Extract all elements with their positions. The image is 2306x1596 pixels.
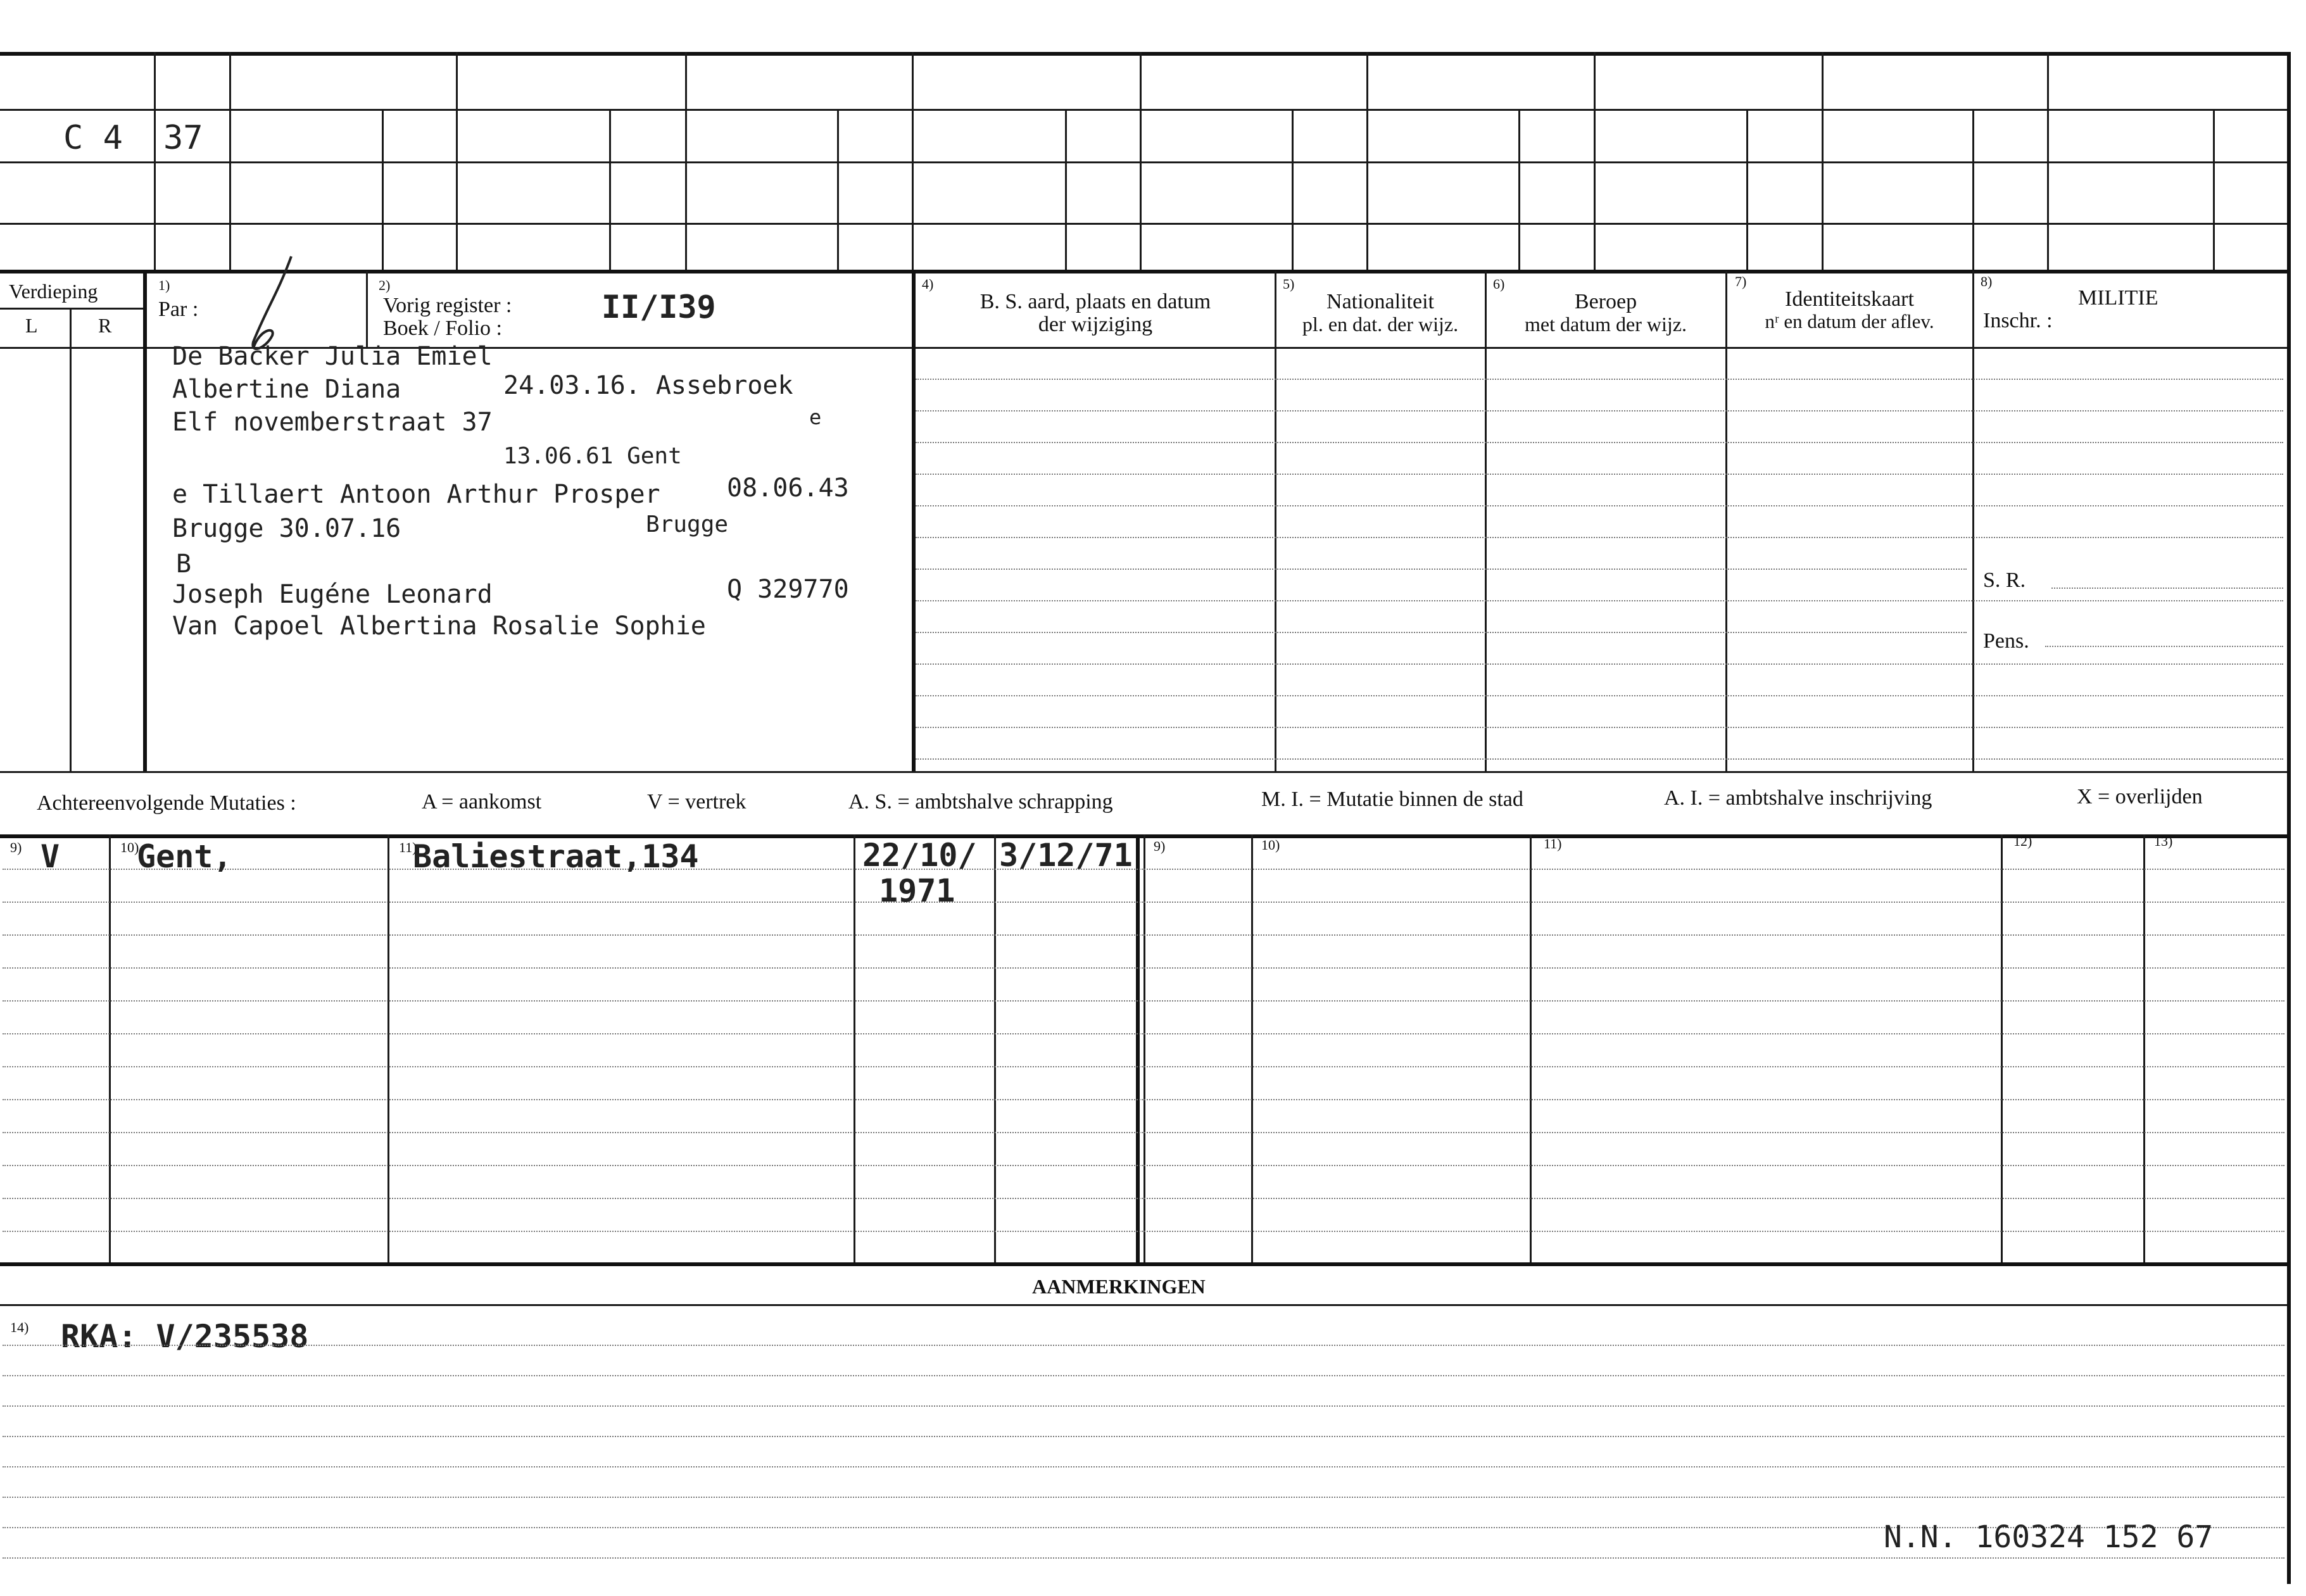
bs-header-line1: B. S. aard, plaats en datum — [980, 290, 1211, 313]
verdieping-label: Verdieping — [9, 280, 98, 303]
mutatie-type: V — [41, 838, 60, 875]
person-line-6b: Brugge — [646, 512, 729, 537]
person-line-6a: Brugge 30.07.16 — [172, 514, 401, 543]
mutatie-city: Gent, — [137, 838, 232, 875]
vorig-register-label: Vorig register : — [383, 294, 512, 317]
nat-number: 5) — [1283, 276, 1295, 292]
mut-col12: 12) — [2013, 833, 2032, 849]
vorig-register-value: II/I39 — [602, 289, 716, 325]
remarks-number: 14) — [10, 1319, 29, 1335]
mut-col11-left: 11) — [399, 839, 417, 855]
ber-header-line1: Beroep — [1574, 290, 1637, 313]
person-line-4: 13.06.61 Gent — [503, 443, 682, 469]
person-line-2a: Albertine Diana — [172, 375, 401, 404]
mut-col10-right: 10) — [1261, 837, 1280, 853]
person-line-8b: Q 329770 — [727, 575, 849, 604]
mutaties-title: Achtereenvolgende Mutaties : — [37, 791, 296, 815]
par-number: 1) — [158, 277, 170, 293]
id-header-line2: nʳ en datum der aflev. — [1765, 310, 1934, 332]
inschr-label: Inschr. : — [1983, 309, 2053, 332]
nat-header-line1: Nationaliteit — [1326, 290, 1434, 313]
mut-col9-left: 9) — [10, 839, 22, 855]
remarks-title: AANMERKINGEN — [1032, 1275, 1206, 1298]
mutatie-date-1b: 1971 — [879, 872, 955, 909]
person-line-1: De Backer Julia Emiel — [172, 342, 493, 371]
vorig-number: 2) — [379, 277, 391, 293]
nn-number: N.N. 160324 152 67 — [1884, 1519, 2214, 1555]
mut-col10-left: 10) — [120, 839, 139, 855]
id-header-line1: Identiteitskaart — [1785, 287, 1914, 311]
nat-header-line2: pl. en dat. der wijz. — [1302, 313, 1459, 336]
mutaties-mi: M. I. = Mutatie binnen de stad — [1261, 788, 1523, 811]
r-label: R — [98, 314, 112, 337]
person-line-2b: 24.03.16. Assebroek — [503, 371, 793, 400]
id-number: 7) — [1735, 273, 1747, 289]
person-line-8a: Joseph Eugéne Leonard — [172, 580, 493, 609]
bs-number: 4) — [922, 276, 934, 292]
mutaties-ai: A. I. = ambtshalve inschrijving — [1664, 786, 1932, 810]
person-line-5a: e Tillaert Antoon Arthur Prosper — [172, 480, 660, 509]
person-line-3b: e — [809, 405, 822, 429]
mut-col11-right: 11) — [1544, 836, 1562, 851]
person-line-9: Van Capoel Albertina Rosalie Sophie — [172, 612, 706, 641]
mutaties-x: X = overlijden — [2077, 785, 2203, 808]
mut-col9-right: 9) — [1154, 838, 1166, 854]
mutaties-a: A = aankomst — [422, 790, 542, 814]
militie-label: MILITIE — [2078, 286, 2158, 310]
remarks-text: RKA: V/235538 — [61, 1318, 309, 1355]
top-code-1: C 4 — [63, 119, 123, 157]
l-label: L — [25, 314, 38, 337]
ber-number: 6) — [1493, 276, 1505, 292]
person-line-7: B — [176, 550, 192, 579]
boek-folio-label: Boek / Folio : — [383, 317, 502, 340]
mutaties-v: V = vertrek — [647, 790, 747, 814]
pens-label: Pens. — [1983, 629, 2029, 653]
bs-header-line2: der wijziging — [1038, 313, 1153, 336]
person-line-5b: 08.06.43 — [727, 474, 849, 503]
mutaties-as: A. S. = ambtshalve schrapping — [848, 790, 1113, 814]
mutatie-date-2: 3/12/71 — [999, 837, 1133, 874]
person-line-3a: Elf novemberstraat 37 — [172, 408, 493, 437]
top-code-2: 37 — [163, 119, 203, 157]
mil-number: 8) — [1981, 273, 1993, 289]
ber-header-line2: met datum der wijz. — [1525, 313, 1687, 336]
sr-label: S. R. — [1983, 569, 2026, 592]
mut-col13: 13) — [2154, 833, 2173, 849]
mutatie-date-1: 22/10/ — [862, 837, 977, 874]
mutatie-address: Baliestraat,134 — [413, 838, 699, 875]
par-label: Par : — [158, 298, 199, 321]
